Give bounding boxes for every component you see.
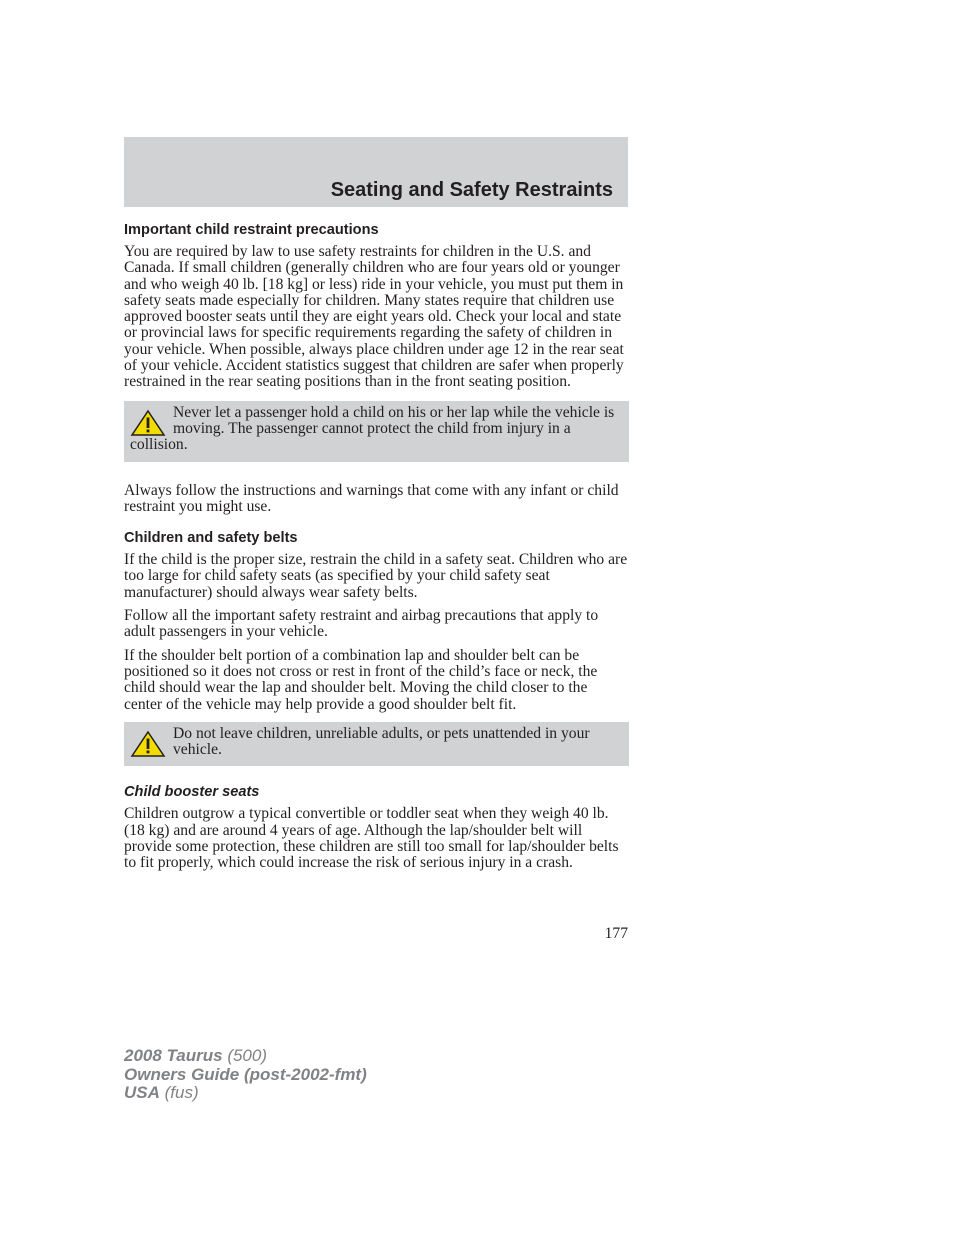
paragraph-proper-size: If the child is the proper size, restrain the child in a safety seat. Children who are too large for child safety seats (as specified by your child safety seat manufacturer) should always wear safety belts. — [124, 551, 628, 601]
footer-document-info — [124, 1047, 367, 1103]
heading-child-restraint-precautions: Important child restraint precautions — [124, 222, 379, 238]
warning-box-unattended — [124, 722, 629, 767]
paragraph-shoulder-belt: If the shoulder belt portion of a combination lap and shoulder belt can be positioned so it does not cross or rest in front of the child’s face or neck, the child should wear the lap and shoulder belt. Moving the child closer to the center of the vehicle may help provide a good shoulder belt fit. — [124, 646, 598, 713]
warning-triangle-icon — [130, 730, 166, 758]
page-content — [124, 221, 629, 879]
warning-box-lap — [124, 401, 629, 462]
footer-line-market — [124, 1084, 367, 1103]
footer-model: 2008 Taurus — [124, 1046, 223, 1065]
footer-market-code: (fus) — [159, 1083, 199, 1102]
footer-model-code: (500) — [222, 1046, 268, 1065]
footer-market: USA — [124, 1083, 160, 1102]
paragraph-law-requirements: You are required by law to use safety restraints for children in the U.S. and Canada. If small children (generally children who are four years old or younger and who weigh 40 lb. [18 kg] or less) ride in your vehicle, you must put them in safety seats made especially for children. Many states require that children use approved booster seats until they are eight years old. Check your local and state or provincial laws for specific requirements regarding the safety of children in your vehicle. When possible, always place children under age 12 in the rear seat of your vehicle. Accident statistics suggest that children are safer when properly restrained in the rear seating positions than in the front seating position. — [124, 243, 624, 391]
paragraph-booster-seats: Children outgrow a typical convertible or toddler seat when they weigh 40 lb. (18 kg) and are around 4 years of age. Although the lap/shoulder belt will provide some protection, these children are still too small for lap/shoulder belts to fit properly, which could increase the risk of serious injury in a crash. — [124, 805, 619, 872]
footer-guide: Owners Guide (post-2002-fmt) — [124, 1064, 367, 1084]
page-title: Seating and Safety Restraints — [330, 179, 613, 201]
paragraph-adult-precautions: Follow all the important safety restraint and airbag precautions that apply to adult passengers in your vehicle. — [124, 607, 599, 641]
footer-line-model — [124, 1047, 367, 1066]
page-number: 177 — [604, 925, 628, 942]
warning-text-lap: Never let a passenger hold a child on his or her lap while the vehicle is moving. The passenger cannot protect the child from injury in a collision. — [130, 403, 615, 454]
warning-triangle-icon — [130, 409, 166, 437]
heading-child-booster-seats: Child booster seats — [124, 784, 260, 801]
section-header-band — [124, 137, 628, 207]
paragraph-follow-instructions: Always follow the instructions and warnings that come with any infant or child restraint you might use. — [124, 481, 619, 515]
warning-text-unattended: Do not leave children, unreliable adults, or pets unattended in your vehicle. — [173, 724, 590, 759]
heading-children-safety-belts: Children and safety belts — [124, 530, 298, 547]
